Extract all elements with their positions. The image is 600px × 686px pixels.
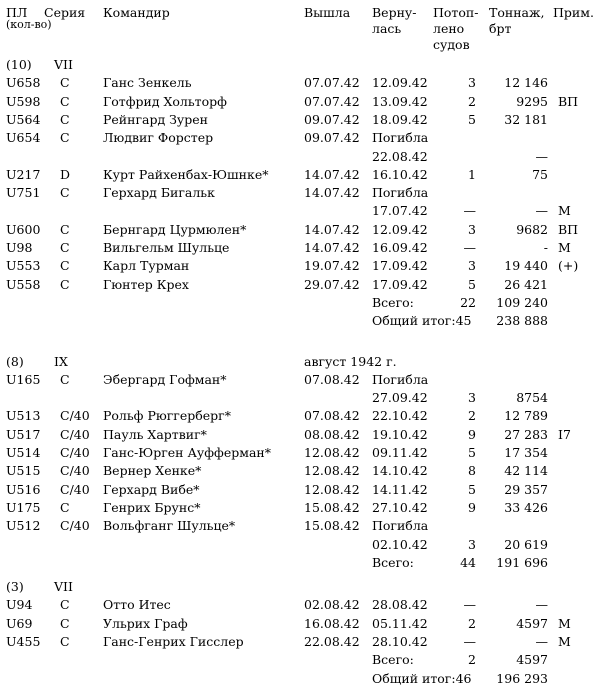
row-returned: Погибла	[372, 518, 429, 534]
total-sunk: 22	[460, 294, 476, 310]
row-departed: 07.08.42	[304, 408, 360, 424]
row-boat: U751	[6, 185, 41, 201]
row-lost-date: 02.10.42	[372, 536, 428, 552]
row-commander: Гюнтер Крех	[103, 276, 189, 292]
row-series: C	[60, 258, 70, 274]
row-tonnage: 8754	[516, 390, 548, 406]
row-sunk: 3	[468, 221, 476, 237]
row-tonnage: 12 789	[504, 408, 548, 424]
row-departed: 14.07.42	[304, 185, 360, 201]
row-commander: Герхард Вибе*	[103, 481, 200, 497]
row-boat: U600	[6, 221, 41, 237]
row-tonnage: 12 146	[504, 75, 548, 91]
row-departed: 15.08.42	[304, 499, 360, 515]
row-sunk: 5	[468, 276, 476, 292]
row-sunk: 1	[468, 166, 476, 182]
row-returned: 13.09.42	[372, 93, 428, 109]
row-boat: U517	[6, 426, 41, 442]
row-departed: 19.07.42	[304, 258, 360, 274]
col-header-tonnage-2: брт	[489, 21, 512, 36]
row-departed: 02.08.42	[304, 597, 360, 613]
row-boat: U69	[6, 615, 33, 631]
row-returned: 16.10.42	[372, 166, 428, 182]
row-returned: 17.09.42	[372, 276, 428, 292]
row-commander: Готфрид Хольторф	[103, 93, 227, 109]
col-header-tonnage-1: Тоннаж,	[489, 5, 545, 20]
row-departed: 15.08.42	[304, 518, 360, 534]
row-commander: Вернер Хенке*	[103, 463, 202, 479]
row-note: М	[558, 203, 571, 219]
row-sunk: 5	[468, 111, 476, 127]
row-boat: U165	[6, 371, 41, 387]
row-tonnage: —	[535, 597, 548, 613]
row-departed: 29.07.42	[304, 276, 360, 292]
total-label: Всего:	[372, 652, 414, 668]
row-sunk: 5	[468, 445, 476, 460]
row-returned: 17.09.42	[372, 258, 428, 274]
row-returned: 09.11.42	[372, 445, 428, 460]
row-tonnage: 29 357	[504, 481, 548, 497]
row-departed: 09.07.42	[304, 111, 360, 127]
row-series: C/40	[60, 463, 90, 479]
row-sunk: 3	[468, 536, 476, 552]
row-series: C	[60, 130, 70, 146]
row-sunk: 3	[468, 75, 476, 91]
row-departed: 09.07.42	[304, 130, 360, 146]
row-commander: Ганс Зенкель	[103, 75, 192, 91]
row-note: ВП	[558, 221, 579, 237]
row-series: C/40	[60, 426, 90, 442]
total-sunk: 44	[460, 554, 476, 570]
row-returned: 28.10.42	[372, 634, 428, 649]
grand-total-label: Общий итог:45	[372, 313, 472, 329]
row-boat: U175	[6, 499, 41, 515]
row-sunk: 3	[468, 390, 476, 406]
row-boat: U94	[6, 597, 33, 613]
row-returned: 28.08.42	[372, 597, 428, 613]
row-commander: Рольф Рюггерберг*	[103, 408, 231, 424]
total-tonnage: 109 240	[496, 294, 548, 310]
row-departed: 12.08.42	[304, 463, 360, 479]
row-departed: 07.07.42	[304, 93, 360, 109]
group-count: (3)	[6, 579, 24, 595]
col-header-sunk-2: лено	[433, 21, 465, 36]
row-commander: Эбергард Гофман*	[103, 371, 227, 387]
row-tonnage: 33 426	[504, 499, 548, 515]
row-sunk: —	[463, 634, 476, 649]
col-header-returned-1: Верну-	[372, 5, 417, 20]
grand-total-label: Общий итог:46	[372, 670, 472, 686]
row-departed: 08.08.42	[304, 426, 360, 442]
grand-total-tonnage: 196 293	[496, 670, 548, 686]
row-boat: U558	[6, 276, 41, 292]
row-series: C	[60, 240, 70, 255]
row-departed: 07.07.42	[304, 75, 360, 91]
row-series: C	[60, 371, 70, 387]
row-series: C	[60, 634, 70, 649]
row-sunk: —	[463, 240, 476, 255]
row-tonnage: 9682	[516, 221, 548, 237]
col-header-returned-2: лась	[372, 21, 402, 36]
row-departed: 12.08.42	[304, 445, 360, 460]
row-departed: 14.07.42	[304, 221, 360, 237]
row-commander: Герхард Бигальк	[103, 185, 215, 201]
row-sunk: 2	[468, 93, 476, 109]
row-tonnage: 9295	[516, 93, 548, 109]
group-count: (8)	[6, 353, 24, 369]
row-tonnage: —	[535, 203, 548, 219]
row-commander: Ульрих Граф	[103, 615, 188, 631]
row-series: C	[60, 185, 70, 201]
row-boat: U598	[6, 93, 41, 109]
row-departed: 22.08.42	[304, 634, 360, 649]
group-month: август 1942 г.	[304, 353, 397, 369]
row-sunk: —	[463, 203, 476, 219]
group-type: VII	[54, 579, 73, 595]
row-departed: 14.07.42	[304, 166, 360, 182]
row-series: D	[60, 166, 71, 182]
row-tonnage: 32 181	[504, 111, 548, 127]
row-boat: U564	[6, 111, 41, 127]
row-commander: Вильгельм Шульце	[103, 240, 230, 255]
row-tonnage: —	[535, 634, 548, 649]
row-series: C	[60, 276, 70, 292]
group-count: (10)	[6, 57, 32, 72]
row-series: C	[60, 221, 70, 237]
row-series: C/40	[60, 481, 90, 497]
row-commander: Вольфганг Шульце*	[103, 518, 236, 534]
row-lost-date: 27.09.42	[372, 390, 428, 406]
row-commander: Рейнгард Зурен	[103, 111, 209, 127]
col-header-departed: Вышла	[304, 5, 351, 20]
row-returned: 18.09.42	[372, 111, 428, 127]
col-header-sunk-1: Потоп-	[433, 5, 479, 20]
col-header-boat-count: (кол-во)	[6, 18, 52, 31]
row-lost-date: 17.07.42	[372, 203, 428, 219]
row-commander: Людвиг Форстер	[103, 130, 214, 146]
row-note: М	[558, 615, 571, 631]
col-header-boat: ПЛ	[6, 5, 28, 20]
row-commander: Бернгард Цурмюлен*	[103, 221, 247, 237]
row-boat: U455	[6, 634, 41, 649]
row-commander: Ганс-Генрих Гисслер	[103, 634, 244, 649]
row-series: C	[60, 597, 70, 613]
row-series: C	[60, 93, 70, 109]
group-type: IX	[54, 353, 68, 369]
row-departed: 12.08.42	[304, 481, 360, 497]
row-returned: 14.11.42	[372, 481, 428, 497]
row-returned: Погибла	[372, 130, 429, 146]
total-label: Всего:	[372, 554, 414, 570]
row-returned: Погибла	[372, 371, 429, 387]
row-returned: 05.11.42	[372, 615, 428, 631]
row-series: C	[60, 499, 70, 515]
row-boat: U512	[6, 518, 41, 534]
row-note: ВП	[558, 93, 579, 109]
row-boat: U658	[6, 75, 41, 91]
row-boat: U516	[6, 481, 41, 497]
row-returned: 12.09.42	[372, 221, 428, 237]
row-commander: Ганс-Юрген Ауфферман*	[103, 445, 271, 460]
row-tonnage: -	[543, 240, 548, 255]
row-note: М	[558, 240, 571, 255]
total-tonnage: 191 696	[496, 554, 548, 570]
row-departed: 16.08.42	[304, 615, 360, 631]
row-departed: 14.07.42	[304, 240, 360, 255]
row-tonnage: 27 283	[504, 426, 548, 442]
row-sunk: 2	[468, 408, 476, 424]
row-boat: U515	[6, 463, 41, 479]
row-returned: 22.10.42	[372, 408, 428, 424]
col-header-notes: Прим.	[553, 5, 594, 20]
row-series: C	[60, 615, 70, 631]
col-header-sunk-3: судов	[433, 37, 470, 52]
row-boat: U654	[6, 130, 41, 146]
row-tonnage: 4597	[516, 615, 548, 631]
row-series: C/40	[60, 408, 90, 424]
row-returned: 19.10.42	[372, 426, 428, 442]
row-tonnage: 26 421	[504, 276, 548, 292]
row-tonnage: 75	[532, 166, 548, 182]
col-header-series: Серия	[44, 5, 86, 20]
row-boat: U553	[6, 258, 41, 274]
row-sunk: 5	[468, 481, 476, 497]
total-label: Всего:	[372, 294, 414, 310]
row-tonnage: 17 354	[504, 445, 548, 460]
group-type: VII	[54, 57, 73, 72]
row-commander: Карл Турман	[103, 258, 190, 274]
row-series: C/40	[60, 518, 90, 534]
row-series: C	[60, 75, 70, 91]
row-commander: Отто Итес	[103, 597, 171, 613]
row-sunk: 3	[468, 258, 476, 274]
row-lost-date: 22.08.42	[372, 148, 428, 164]
row-tonnage: —	[535, 148, 548, 164]
grand-total-tonnage: 238 888	[496, 313, 548, 329]
row-boat: U98	[6, 240, 33, 255]
row-returned: 16.09.42	[372, 240, 428, 255]
row-note: М	[558, 634, 571, 649]
row-sunk: 2	[468, 615, 476, 631]
row-returned: Погибла	[372, 185, 429, 201]
row-series: C	[60, 111, 70, 127]
row-commander: Пауль Хартвиг*	[103, 426, 207, 442]
row-returned: 12.09.42	[372, 75, 428, 91]
row-returned: 14.10.42	[372, 463, 428, 479]
col-header-commander: Командир	[103, 5, 170, 20]
row-note: I7	[558, 426, 571, 442]
total-tonnage: 4597	[516, 652, 548, 668]
row-commander: Генрих Брунс*	[103, 499, 201, 515]
row-returned: 27.10.42	[372, 499, 428, 515]
row-series: C/40	[60, 445, 90, 460]
row-departed: 07.08.42	[304, 371, 360, 387]
row-sunk: 9	[468, 426, 476, 442]
total-sunk: 2	[468, 652, 476, 668]
row-sunk: 8	[468, 463, 476, 479]
row-boat: U514	[6, 445, 41, 460]
row-boat: U513	[6, 408, 41, 424]
row-tonnage: 19 440	[504, 258, 548, 274]
row-note: (+)	[558, 258, 579, 274]
row-tonnage: 20 619	[504, 536, 548, 552]
row-sunk: 9	[468, 499, 476, 515]
row-boat: U217	[6, 166, 41, 182]
row-tonnage: 42 114	[504, 463, 548, 479]
row-sunk: —	[463, 597, 476, 613]
row-commander: Курт Райхенбах-Юшнке*	[103, 166, 269, 182]
